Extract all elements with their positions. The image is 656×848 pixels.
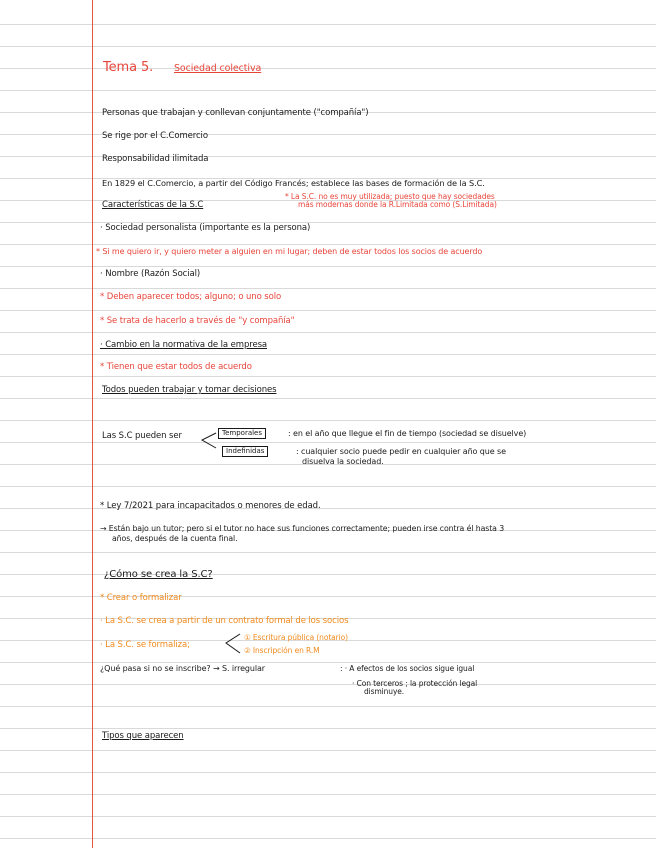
char-item-3: · Nombre (Razón Social): [100, 269, 201, 279]
indefinidas-desc-2: disuelva la sociedad.: [302, 457, 384, 466]
characteristics-heading: Características de la S.C: [102, 200, 204, 210]
topic-title: Sociedad colectiva: [174, 63, 262, 74]
char-item-4: * Deben aparecer todos; alguno; o uno solo: [100, 292, 282, 302]
creation-step-1: * Crear o formalizar: [100, 593, 182, 603]
char-item-7: * Tienen que estar todos de acuerdo: [100, 362, 252, 372]
creation-heading: ¿Cómo se crea la S.C?: [104, 569, 213, 580]
creation-step-2: · La S.C. se crea a partir de un contrato formal de los socios: [100, 616, 349, 626]
footer-label: Tipos que aparecen: [102, 731, 184, 741]
temporales-box: Temporales: [218, 428, 266, 439]
intro-line-3: Responsabilidad ilimitada: [102, 154, 209, 164]
creation-answer-2b: disminuye.: [364, 687, 405, 696]
side-note-line-1: * La S.C. no es muy utilizada; puesto que hay sociedades: [285, 192, 495, 201]
creation-step-3: · La S.C. se formaliza;: [100, 640, 190, 650]
intro-line-4: En 1829 el C.Comercio, a partir del Código Francés; establece las bases de formación de la S.C.: [102, 178, 485, 188]
law-line-2b: años, después de la cuenta final.: [112, 534, 238, 543]
char-item-5: * Se trata de hacerlo a través de "y compañía": [100, 316, 295, 326]
types-lead: Las S.C pueden ser: [102, 431, 182, 441]
side-note-line-2: más modernas donde la R.Limitada como (S.Limitada): [298, 200, 497, 209]
creation-option-1: ① Escritura pública (notario): [244, 633, 348, 642]
char-item-1: · Sociedad personalista (importante es la persona): [100, 223, 311, 233]
creation-question: ¿Qué pasa si no se inscribe? → S. irregular: [100, 664, 265, 673]
law-line-2a: → Están bajo un tutor; pero si el tutor no hace sus funciones correctamente; pueden irse contra él hasta 3: [100, 524, 505, 533]
intro-line-2: Se rige por el C.Comercio: [102, 131, 208, 141]
law-line-1: * Ley 7/2021 para incapacitados o menores de edad.: [100, 501, 321, 511]
creation-answer-2a: · Con terceros ; la protección legal: [352, 679, 478, 688]
margin-line: [92, 0, 93, 848]
creation-brace-icon: [222, 633, 242, 657]
intro-line-1: Personas que trabajan y conllevan conjuntamente ("compañía"): [102, 108, 369, 118]
topic-number: Tema 5.: [103, 60, 154, 75]
temporales-desc: : en el año que llegue el fin de tiempo (sociedad se disuelve): [288, 429, 527, 438]
creation-answer-1: : · A efectos de los socios sigue igual: [340, 664, 475, 673]
indefinidas-desc-1: : cualquier socio puede pedir en cualquier año que se: [296, 447, 506, 456]
char-item-6: · Cambio en la normativa de la empresa: [100, 340, 268, 350]
creation-option-2: ② Inscripción en R.M: [244, 646, 320, 655]
char-item-8: Todos pueden trabajar y tomar decisiones: [102, 385, 277, 395]
char-item-2: * Si me quiero ir, y quiero meter a alguien en mi lugar; deben de estar todos los socios de acuerdo: [96, 247, 483, 256]
types-brace-icon: [198, 432, 218, 452]
indefinidas-box: Indefinidas: [222, 446, 268, 457]
